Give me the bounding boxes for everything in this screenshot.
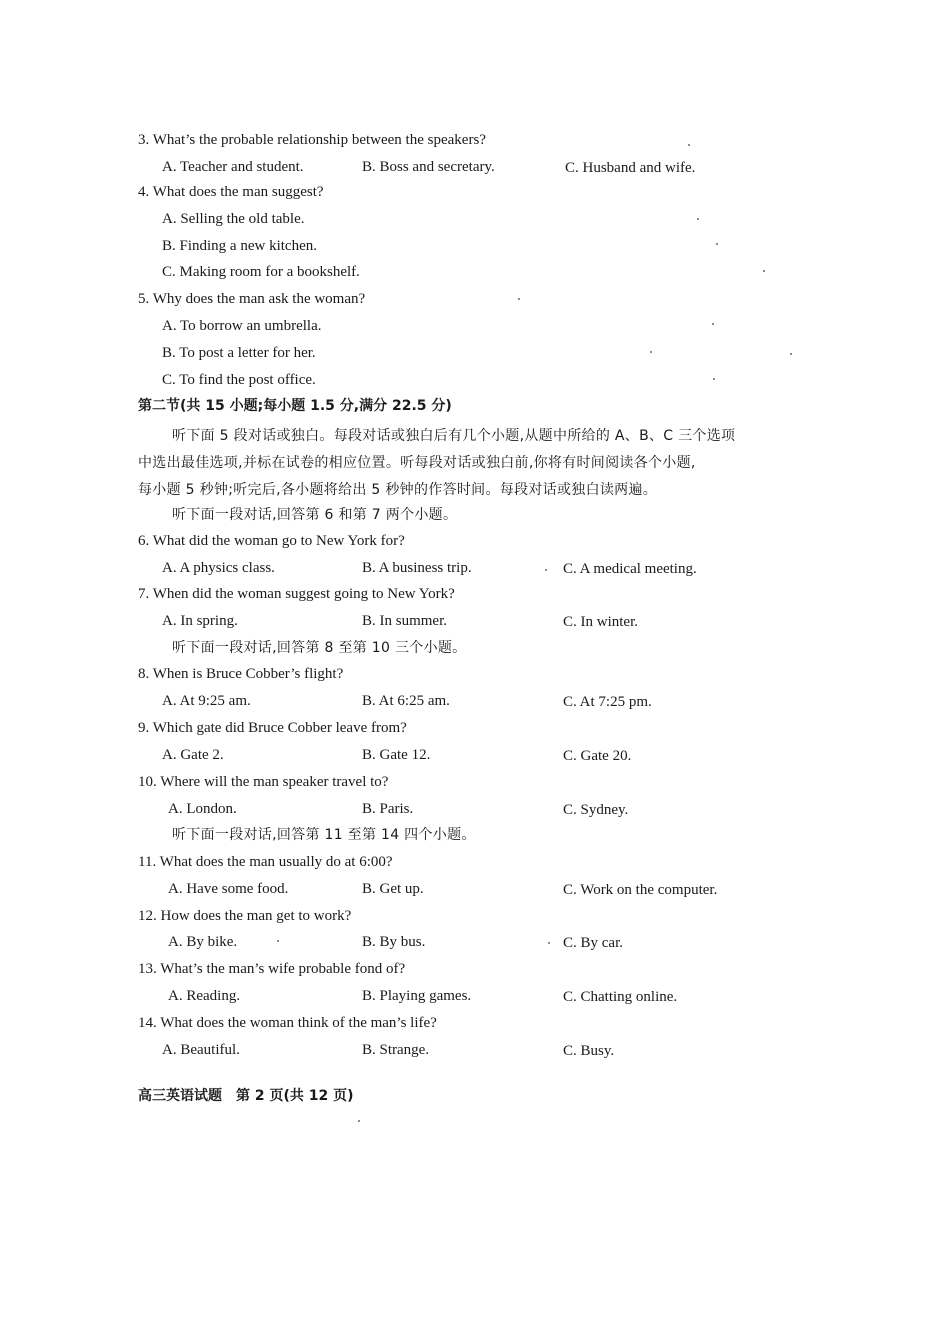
question-3: 3. What’s the probable relationship between the speakers? xyxy=(138,132,486,148)
section-heading: 第二节(共 15 小题;每小题 1.5 分,满分 22.5 分) xyxy=(138,398,452,414)
option-7b: B. In summer. xyxy=(362,613,447,629)
question-8: 8. When is Bruce Cobber’s flight? xyxy=(138,666,344,682)
option-13a: A. Reading. xyxy=(168,988,241,1004)
scan-speck xyxy=(790,353,792,355)
option-4b: B. Finding a new kitchen. xyxy=(162,238,317,254)
option-6c: C. A medical meeting. xyxy=(563,561,697,577)
scan-speck xyxy=(713,378,715,380)
option-6a: A. A physics class. xyxy=(162,560,275,576)
question-11: 11. What does the man usually do at 6:00? xyxy=(138,854,393,870)
scan-speck xyxy=(763,270,765,272)
option-10b: B. Paris. xyxy=(362,801,414,817)
dialogue-intro-6-7: 听下面一段对话,回答第 6 和第 7 两个小题。 xyxy=(172,507,458,523)
scan-speck xyxy=(716,243,718,245)
scan-speck xyxy=(697,218,699,220)
question-10: 10. Where will the man speaker travel to? xyxy=(138,774,389,790)
option-5a: A. To borrow an umbrella. xyxy=(162,318,322,334)
scan-speck xyxy=(650,351,652,353)
scan-speck xyxy=(277,940,279,942)
option-11a: A. Have some food. xyxy=(168,881,289,897)
section-instruction-1: 听下面 5 段对话或独白。每段对话或独白后有几个小题,从题中所给的 A、B、C 三个选项 xyxy=(172,428,736,444)
section-instruction-2: 中选出最佳选项,并标在试卷的相应位置。听每段对话或独白前,你将有时间阅读各个小题, xyxy=(138,455,696,471)
option-14a: A. Beautiful. xyxy=(162,1042,240,1058)
scan-speck xyxy=(712,323,714,325)
question-13: 13. What’s the man’s wife probable fond of? xyxy=(138,961,406,977)
option-7a: A. In spring. xyxy=(162,613,238,629)
scan-speck xyxy=(688,144,690,146)
option-12a: A. By bike. xyxy=(168,934,238,950)
option-8c: C. At 7:25 pm. xyxy=(563,694,652,710)
option-13c: C. Chatting online. xyxy=(563,989,678,1005)
question-7: 7. When did the woman suggest going to New York? xyxy=(138,586,455,602)
question-4: 4. What does the man suggest? xyxy=(138,184,324,200)
option-14c: C. Busy. xyxy=(563,1043,615,1059)
question-14: 14. What does the woman think of the man’s life? xyxy=(138,1015,437,1031)
option-12c: C. By car. xyxy=(563,935,623,951)
option-4a: A. Selling the old table. xyxy=(162,211,305,227)
option-11c: C. Work on the computer. xyxy=(563,882,718,898)
scan-speck xyxy=(545,569,547,571)
question-12: 12. How does the man get to work? xyxy=(138,908,352,924)
option-10c: C. Sydney. xyxy=(563,802,629,818)
option-14b: B. Strange. xyxy=(362,1042,430,1058)
option-9b: B. Gate 12. xyxy=(362,747,431,763)
scan-speck xyxy=(548,942,550,944)
option-6b: B. A business trip. xyxy=(362,560,472,576)
option-8a: A. At 9:25 am. xyxy=(162,693,251,709)
option-3c: C. Husband and wife. xyxy=(565,160,696,176)
section-instruction-3: 每小题 5 秒钟;听完后,各小题将给出 5 秒钟的作答时间。每段对话或独白读两遍。 xyxy=(138,482,658,498)
option-3a: A. Teacher and student. xyxy=(162,159,304,175)
scan-speck xyxy=(358,1120,360,1122)
option-8b: B. At 6:25 am. xyxy=(362,693,450,709)
option-5b: B. To post a letter for her. xyxy=(162,345,316,361)
option-10a: A. London. xyxy=(168,801,237,817)
option-3b: B. Boss and secretary. xyxy=(362,159,495,175)
page-footer: 高三英语试题 第 2 页(共 12 页) xyxy=(138,1088,354,1104)
question-5: 5. Why does the man ask the woman? xyxy=(138,291,366,307)
dialogue-intro-11-14: 听下面一段对话,回答第 11 至第 14 四个小题。 xyxy=(172,827,476,843)
option-13b: B. Playing games. xyxy=(362,988,472,1004)
dialogue-intro-8-10: 听下面一段对话,回答第 8 至第 10 三个小题。 xyxy=(172,640,467,656)
option-12b: B. By bus. xyxy=(362,934,426,950)
option-4c: C. Making room for a bookshelf. xyxy=(162,264,360,280)
option-9c: C. Gate 20. xyxy=(563,748,632,764)
option-7c: C. In winter. xyxy=(563,614,638,630)
question-6: 6. What did the woman go to New York for? xyxy=(138,533,405,549)
option-5c: C. To find the post office. xyxy=(162,372,316,388)
option-11b: B. Get up. xyxy=(362,881,424,897)
scan-speck xyxy=(518,298,520,300)
option-9a: A. Gate 2. xyxy=(162,747,224,763)
question-9: 9. Which gate did Bruce Cobber leave from? xyxy=(138,720,407,736)
